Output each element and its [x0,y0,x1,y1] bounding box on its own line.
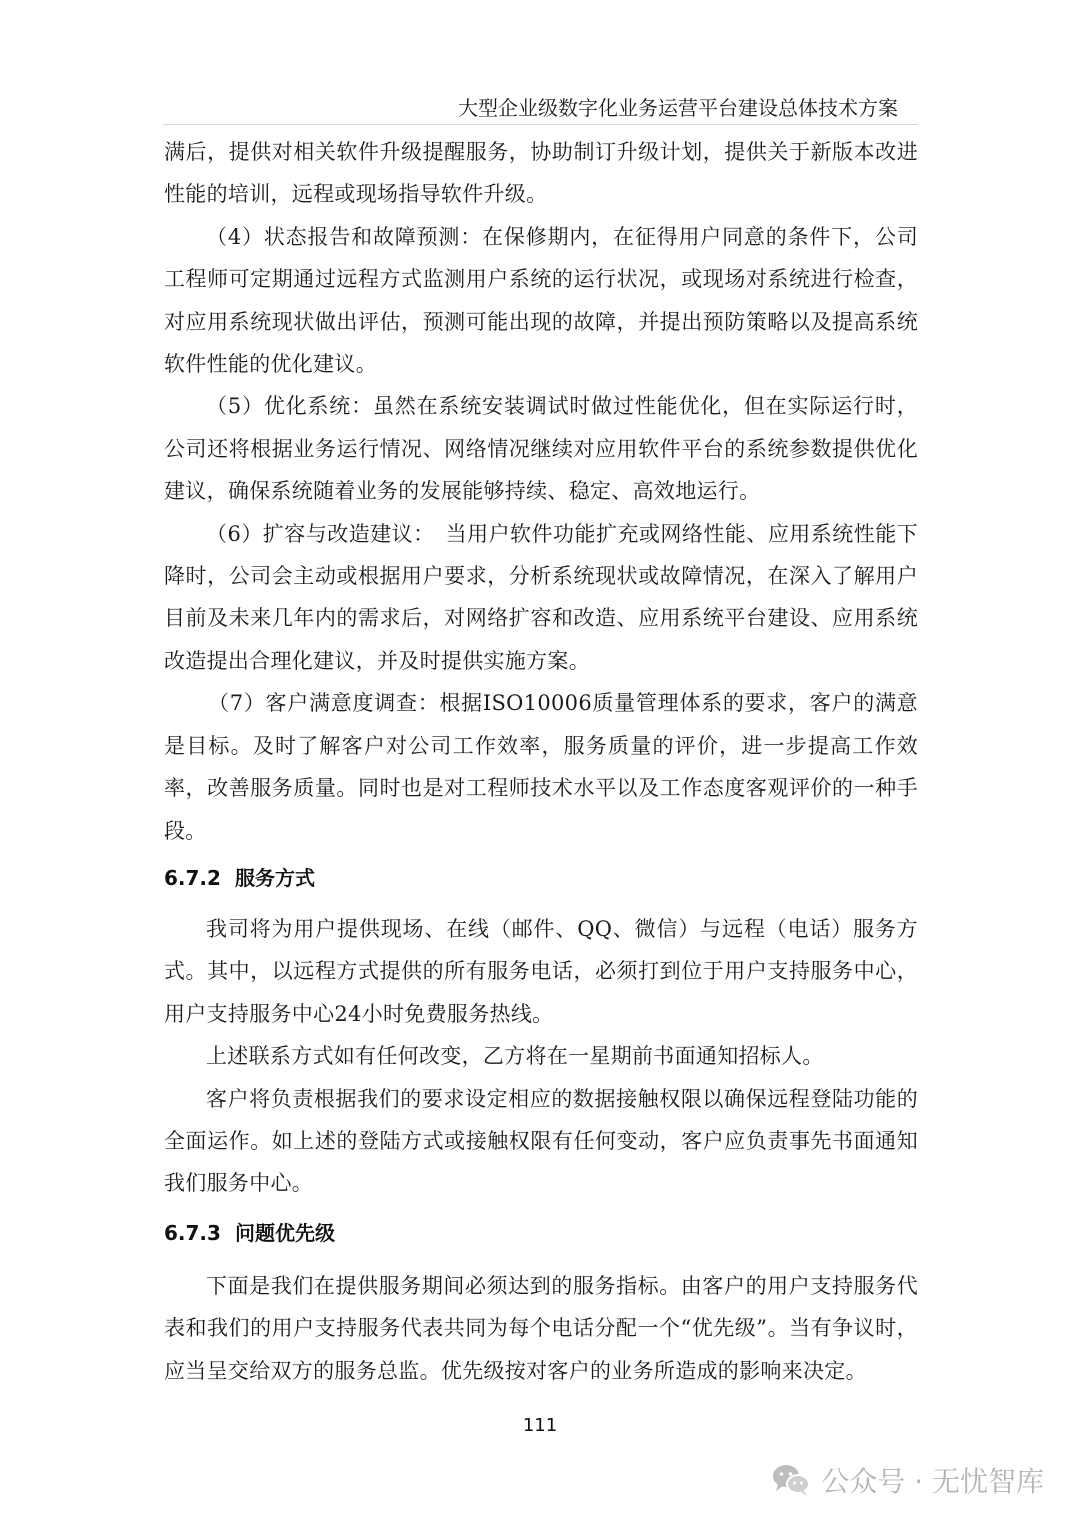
paragraph-contact-change: 上述联系方式如有任何改变，乙方将在一星期前书面通知招标人。 [206,1044,824,1069]
section-heading-service-mode [164,864,918,892]
paragraph-upgrade-continued: 满后，提供对相关软件升级提醒服务，协助制订升级计划，提供关于新版本改进性能的培训，远程或现场指导软件升级。 [164,140,918,207]
page-number: 111 [522,1415,558,1436]
section-number: 6.7.2 [164,865,221,890]
paragraph-satisfaction-survey: （7）客户满意度调查：根据ISO10006质量管理体系的要求，客户的满意是目标。及时了解客户对公司工作效率，服务质量的评价，进一步提高工作效率，改善服务质量。同时也是对工程师技术水平以及工作态度客观评价的一种手段。 [164,691,918,843]
section-title: 服务方式 [234,865,315,890]
watermark-text: 公众号 · 无忧智库 [821,1465,1044,1498]
section-heading-priority [164,1219,918,1247]
paragraph-access-permission: 客户将负责根据我们的要求设定相应的数据接触权限以确保远程登陆功能的全面运作。如上述的登陆方式或接触权限有任何变动，客户应负责事先书面通知我们服务中心。 [164,1086,918,1196]
paragraph-optimize-system: （5）优化系统：虽然在系统安装调试时做过性能优化，但在实际运行时，公司还将根据业务运行情况、网络情况继续对应用软件平台的系统参数提供优化建议，确保系统随着业务的发展能够持续、稳定、高效地运行。 [164,394,918,504]
watermark [771,1460,1044,1500]
section-number: 6.7.3 [164,1220,221,1245]
paragraph-expansion-advice: （6）扩容与改造建议： 当用户软件功能扩充或网络性能、应用系统性能下降时，公司会主动或根据用户要求，分析系统现状或故障情况，在深入了解用户目前及未来几年内的需求后，对网络扩容和改造、应用系统平台建设、应用系统改造提出合理化建议，并及时提供实施方案。 [164,521,918,673]
wechat-icon [771,1463,811,1497]
paragraph-priority: 下面是我们在提供服务期间必须达到的服务指标。由客户的用户支持服务代表和我们的用户支持服务代表共同为每个电话分配一个“优先级”。当有争议时，应当呈交给双方的服务总监。优先级按对客户的业务所造成的影响来决定。 [164,1273,918,1383]
document-body [164,131,918,1392]
section-title: 问题优先级 [234,1220,335,1245]
paragraph-status-report: （4）状态报告和故障预测：在保修期内，在征得用户同意的条件下，公司工程师可定期通过远程方式监测用户系统的运行状况，或现场对系统进行检查，对应用系统现状做出评估，预测可能出现的故障，并提出预防策略以及提高系统软件性能的优化建议。 [164,224,918,377]
header-divider [163,124,918,125]
paragraph-service-mode: 我司将为用户提供现场、在线（邮件、QQ、微信）与远程（电话）服务方式。其中，以远程方式提供的所有服务电话，必须打到位于用户支持服务中心，用户支持服务中心24小时免费服务热线。 [164,916,918,1026]
document-header-title: 大型企业级数字化业务运营平台建设总体技术方案 [458,96,898,120]
